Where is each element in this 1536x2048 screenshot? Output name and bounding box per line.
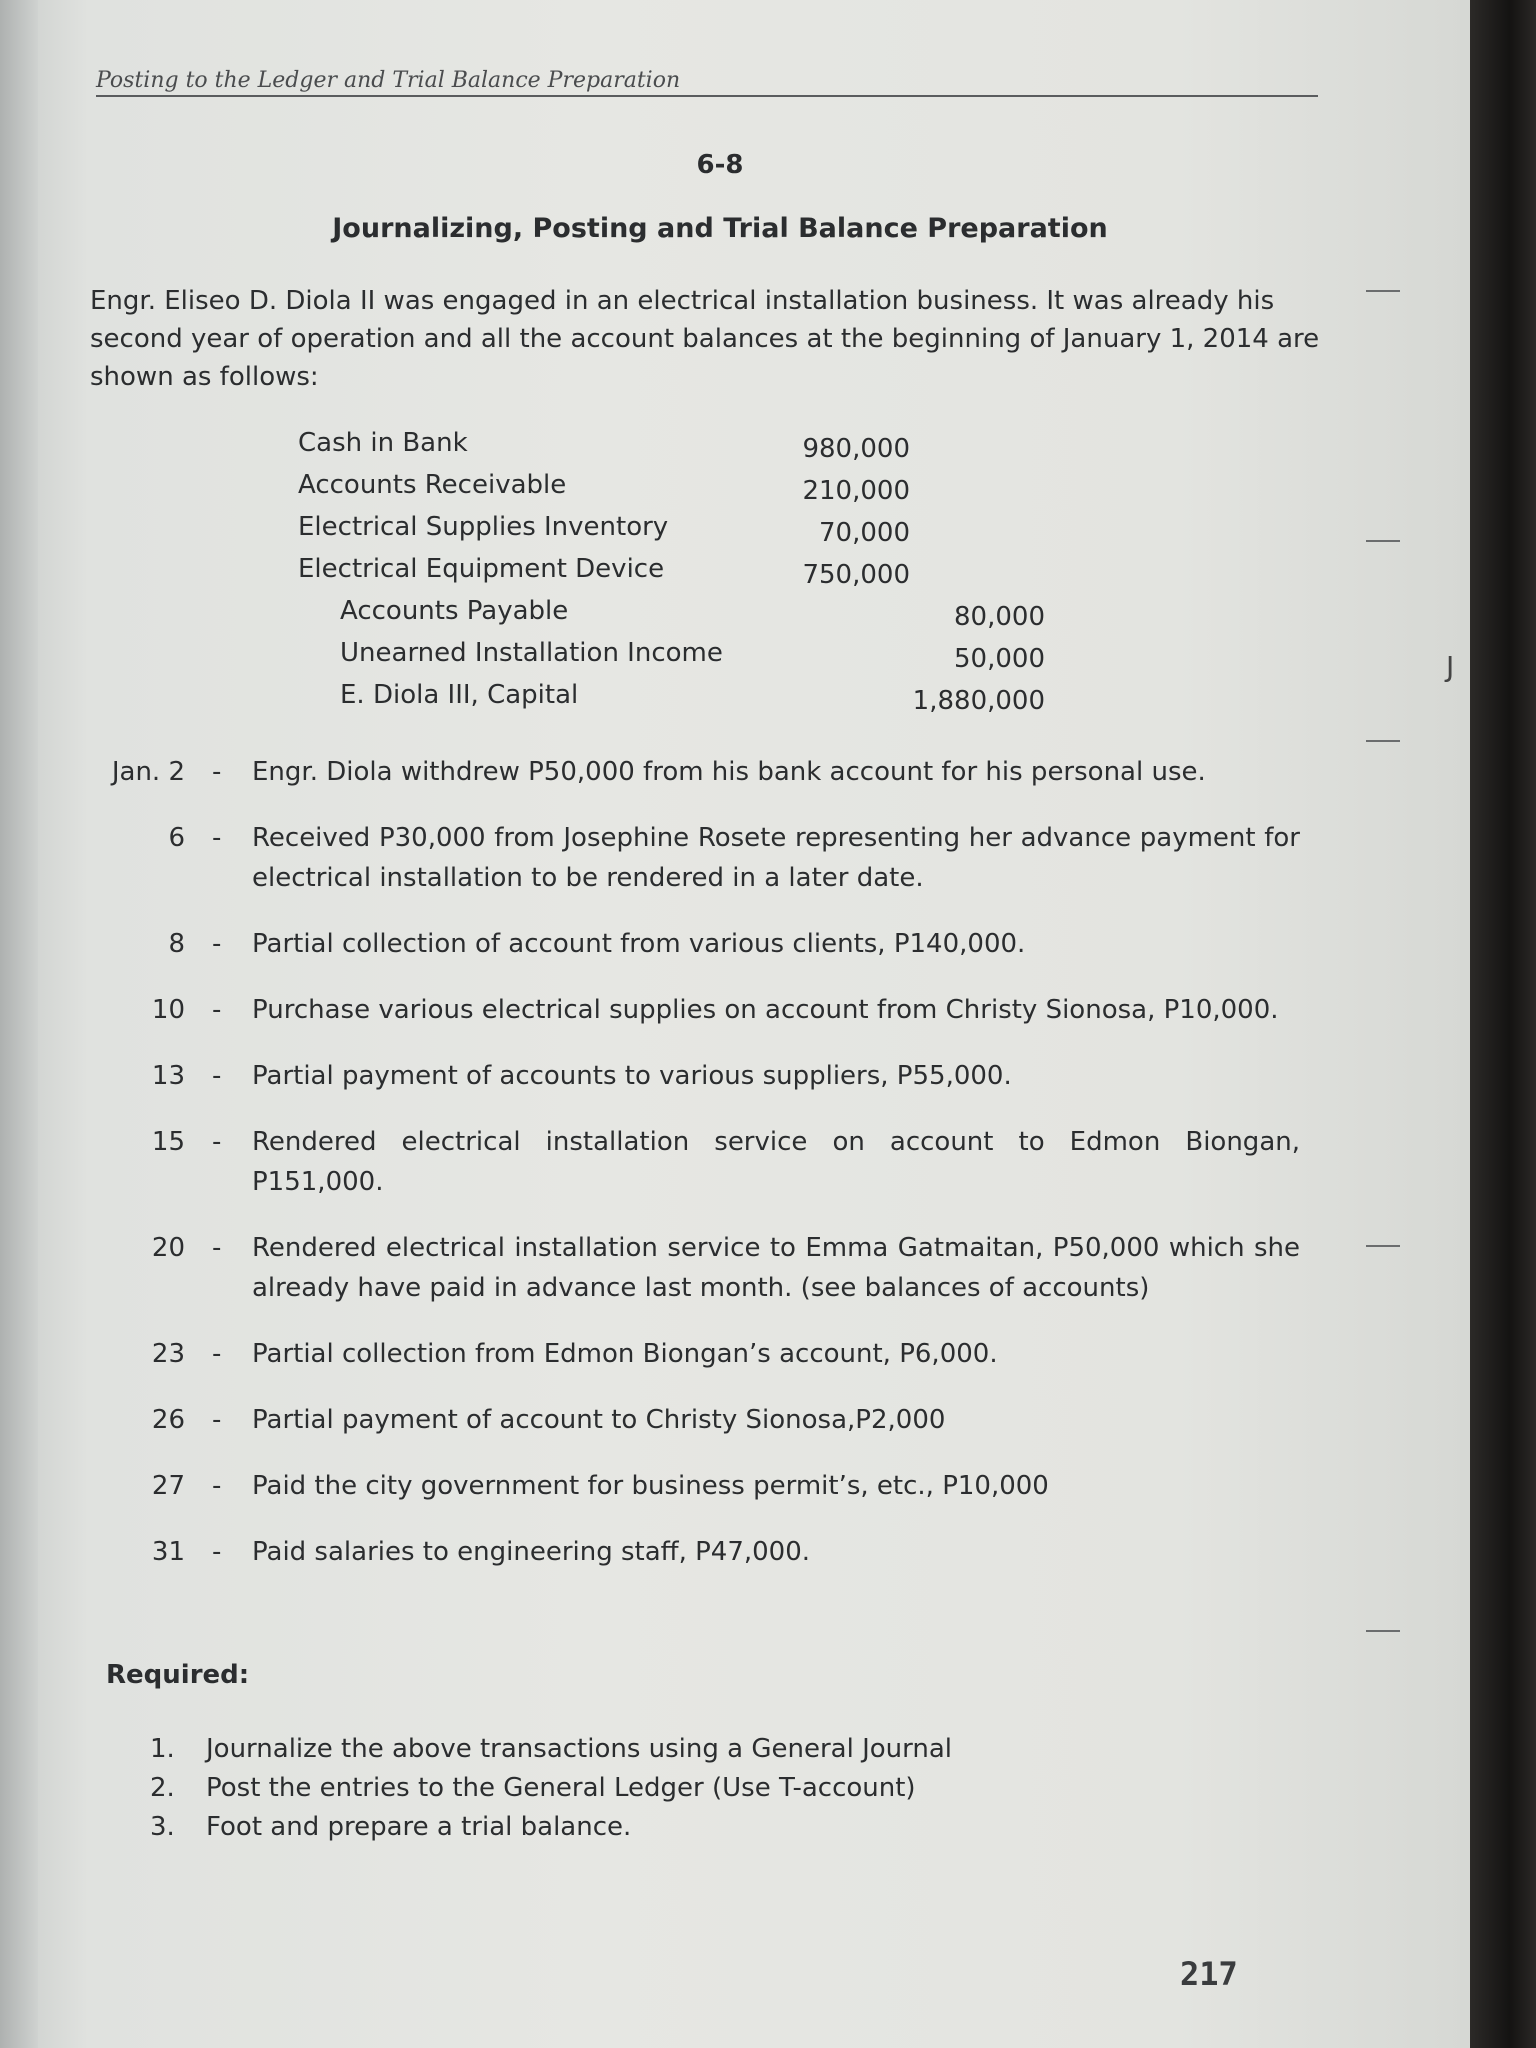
transaction-dash: - bbox=[212, 1233, 222, 1263]
balance-amount: 980,000 bbox=[802, 434, 910, 464]
transaction-item bbox=[0, 1400, 1320, 1440]
transaction-dash: - bbox=[212, 1405, 222, 1435]
transaction-dash: - bbox=[212, 1127, 222, 1157]
required-number: 2. bbox=[150, 1773, 175, 1803]
transaction-item bbox=[0, 1056, 1320, 1096]
edge-tick bbox=[1366, 540, 1400, 542]
required-item bbox=[150, 1769, 1150, 1808]
transaction-list bbox=[0, 752, 1320, 1598]
required-number: 1. bbox=[150, 1734, 175, 1764]
edge-tick bbox=[1366, 1245, 1400, 1247]
balance-amount: 1,880,000 bbox=[912, 686, 1045, 716]
balance-row bbox=[0, 512, 1100, 554]
transaction-dash: - bbox=[212, 757, 222, 787]
required-item bbox=[150, 1730, 1150, 1769]
problem-number: 6-8 bbox=[696, 150, 744, 180]
transaction-date: Jan. 2 bbox=[111, 757, 185, 787]
account-balances bbox=[0, 428, 1100, 722]
balance-row bbox=[0, 680, 1100, 722]
balance-row bbox=[0, 638, 1100, 680]
required-text: Foot and prepare a trial balance. bbox=[206, 1812, 632, 1842]
balance-amount: 750,000 bbox=[802, 560, 910, 590]
transaction-dash: - bbox=[212, 929, 222, 959]
problem-title: Journalizing, Posting and Trial Balance Preparation bbox=[332, 213, 1108, 244]
transaction-text: Engr. Diola withdrew P50,000 from his bank account for his personal use. bbox=[252, 757, 1206, 787]
transaction-item bbox=[0, 1466, 1320, 1506]
transaction-text: Received P30,000 from Josephine Rosete representing her advance payment for electrical installation to be rendered in a later date. bbox=[252, 823, 1300, 893]
transaction-text: Purchase various electrical supplies on account from Christy Sionosa, P10,000. bbox=[252, 995, 1279, 1025]
transaction-dash: - bbox=[212, 1061, 222, 1091]
balance-amount: 70,000 bbox=[819, 518, 910, 548]
transaction-item bbox=[0, 1228, 1320, 1308]
balance-account: Electrical Equipment Device bbox=[298, 554, 665, 584]
transaction-item bbox=[0, 924, 1320, 964]
balance-account: E. Diola III, Capital bbox=[340, 680, 579, 710]
balance-row bbox=[0, 596, 1100, 638]
transaction-text: Partial collection from Edmon Biongan’s account, P6,000. bbox=[252, 1339, 998, 1369]
balance-row bbox=[0, 428, 1100, 470]
transaction-date: 27 bbox=[151, 1471, 185, 1501]
transaction-text: Partial collection of account from various clients, P140,000. bbox=[252, 929, 1026, 959]
transaction-dash: - bbox=[212, 1339, 222, 1369]
transaction-item bbox=[0, 1334, 1320, 1374]
transaction-item bbox=[0, 752, 1320, 792]
transaction-item bbox=[0, 818, 1320, 898]
balance-account: Accounts Receivable bbox=[298, 470, 567, 500]
transaction-date: 13 bbox=[151, 1061, 185, 1091]
required-text: Post the entries to the General Ledger (Use T-account) bbox=[206, 1773, 916, 1803]
transaction-dash: - bbox=[212, 823, 222, 853]
book-spine-shadow bbox=[1470, 0, 1536, 2048]
balance-amount: 50,000 bbox=[954, 644, 1045, 674]
required-item bbox=[150, 1808, 1150, 1847]
transaction-text: Rendered electrical installation service on account to Edmon Biongan, P151,000. bbox=[252, 1127, 1300, 1197]
page-number: 217 bbox=[1180, 1955, 1238, 1993]
edge-tick bbox=[1366, 1630, 1400, 1632]
intro-paragraph: Engr. Eliseo D. Diola II was engaged in an electrical installation business. It was already his second year of operation and all the account balances at the beginning of January 1, 2014 are shown as follows: bbox=[90, 286, 1320, 392]
transaction-date: 10 bbox=[151, 995, 185, 1025]
balance-account: Accounts Payable bbox=[340, 596, 569, 626]
required-text: Journalize the above transactions using a General Journal bbox=[206, 1734, 953, 1764]
balance-account: Cash in Bank bbox=[298, 428, 468, 458]
balance-account: Unearned Installation Income bbox=[340, 638, 723, 668]
transaction-date: 8 bbox=[168, 929, 185, 959]
transaction-item bbox=[0, 990, 1320, 1030]
required-number: 3. bbox=[150, 1812, 175, 1842]
required-heading: Required: bbox=[106, 1660, 250, 1690]
balance-amount: 210,000 bbox=[802, 476, 910, 506]
transaction-text: Paid salaries to engineering staff, P47,000. bbox=[252, 1537, 811, 1567]
balance-row bbox=[0, 554, 1100, 596]
balance-amount: 80,000 bbox=[954, 602, 1045, 632]
transaction-dash: - bbox=[212, 1537, 222, 1567]
running-head: Posting to the Ledger and Trial Balance Preparation bbox=[96, 68, 1318, 97]
transaction-date: 6 bbox=[168, 823, 185, 853]
transaction-date: 20 bbox=[151, 1233, 185, 1263]
edge-tick bbox=[1366, 740, 1400, 742]
transaction-date: 31 bbox=[151, 1537, 185, 1567]
transaction-text: Partial payment of accounts to various suppliers, P55,000. bbox=[252, 1061, 1012, 1091]
transaction-date: 15 bbox=[151, 1127, 185, 1157]
transaction-item bbox=[0, 1122, 1320, 1202]
balance-row bbox=[0, 470, 1100, 512]
transaction-dash: - bbox=[212, 1471, 222, 1501]
transaction-dash: - bbox=[212, 995, 222, 1025]
transaction-text: Partial payment of account to Christy Sionosa,P2,000 bbox=[252, 1405, 946, 1435]
balance-account: Electrical Supplies Inventory bbox=[298, 512, 669, 542]
transaction-date: 26 bbox=[151, 1405, 185, 1435]
transaction-date: 23 bbox=[151, 1339, 185, 1369]
required-list bbox=[150, 1730, 1150, 1847]
margin-mark: J bbox=[1446, 650, 1455, 683]
transaction-text: Rendered electrical installation service to Emma Gatmaitan, P50,000 which she already have paid in advance last month. (see balances of accounts) bbox=[252, 1233, 1300, 1303]
edge-tick bbox=[1366, 290, 1400, 292]
transaction-text: Paid the city government for business permit’s, etc., P10,000 bbox=[252, 1471, 1049, 1501]
transaction-item bbox=[0, 1532, 1320, 1572]
